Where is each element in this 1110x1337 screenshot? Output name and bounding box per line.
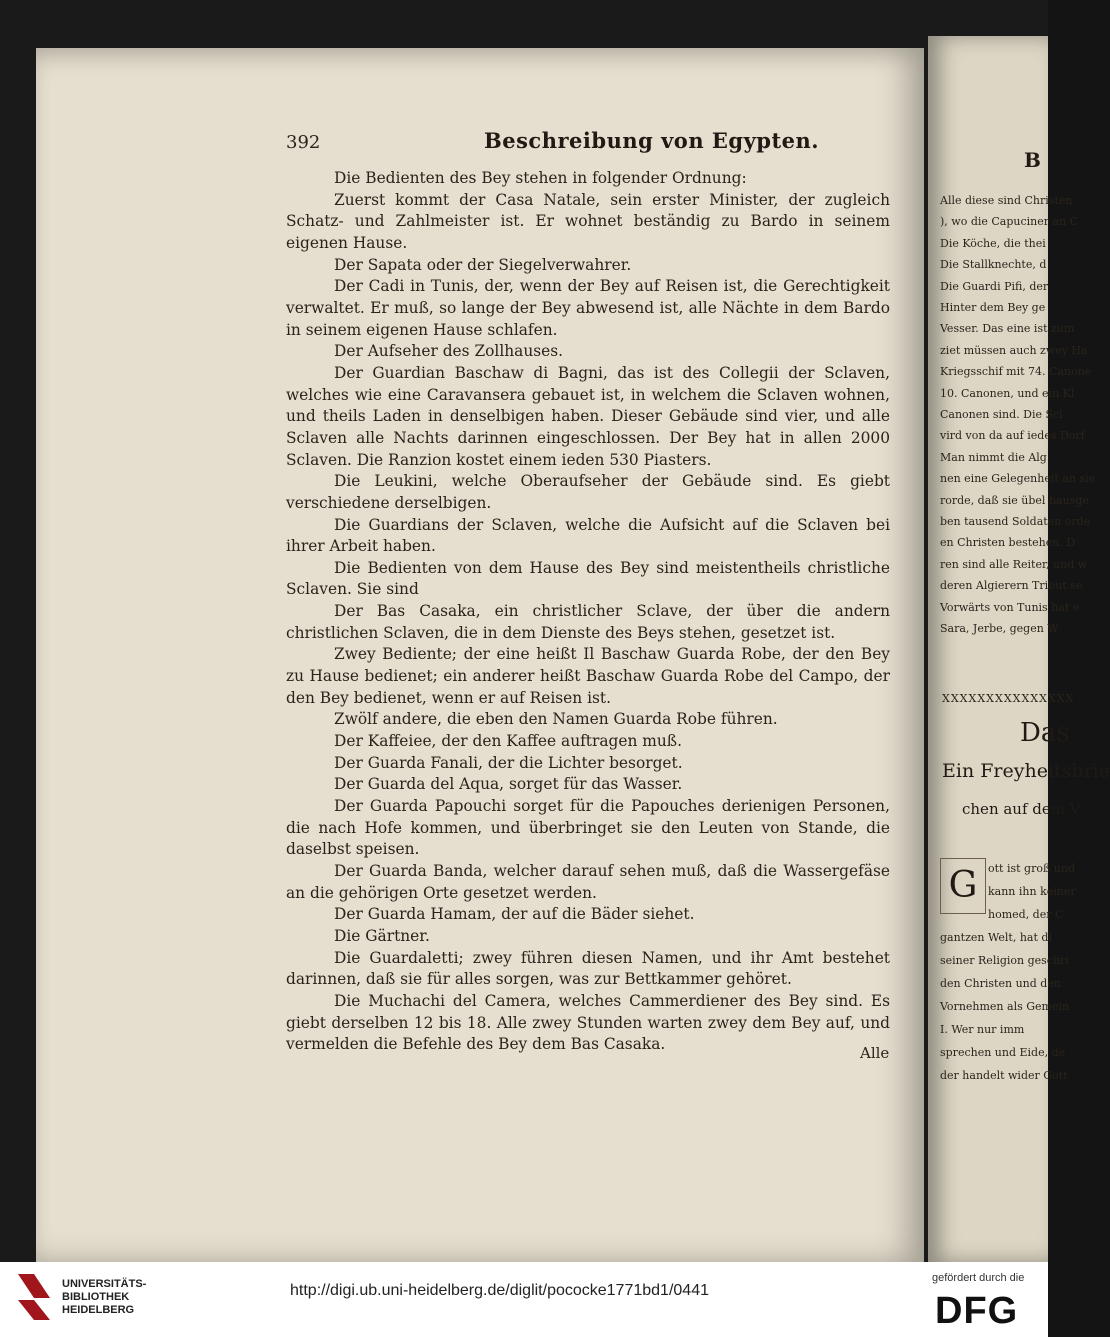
- right-page-line: Sara, Jerbe, gegen W: [940, 622, 1059, 635]
- right-page-line: Vesser. Das eine ist zum: [940, 322, 1075, 336]
- page-text: [286, 168, 890, 1056]
- right-page-body-line: I. Wer nur imm: [940, 1023, 1025, 1036]
- paragraph: Die Bedienten von dem Hause des Bey sind meistentheils christliche Sclaven. Sie sind: [286, 558, 890, 599]
- right-page: [928, 36, 1110, 1262]
- right-page-body-line: sprechen und Eide, de: [940, 1046, 1066, 1059]
- right-page-line: en Christen bestehen. D: [940, 536, 1076, 550]
- right-title-3: chen auf dem V: [962, 800, 1081, 818]
- right-page-line: Canonen sind. Die Scl: [940, 408, 1063, 421]
- right-page-line: 10. Canonen, und ein Kl: [940, 386, 1075, 400]
- paragraph: Der Cadi in Tunis, der, wenn der Bey auf Reisen ist, die Gerechtigkeit verwaltet. Er muß, so lange der Bey abwesend ist, alle Nächte in dem Bardo in seinem eigenen Hause schlafen.: [286, 277, 890, 339]
- right-page-body-line: Vornehmen als Gemein: [940, 1000, 1070, 1013]
- right-page-body-line: gantzen Welt, hat di: [940, 931, 1052, 944]
- right-page-body-line: der handelt wider Gott: [940, 1069, 1068, 1082]
- library-name: [62, 1278, 146, 1317]
- right-page-line: rorde, daß sie übel hausge: [940, 493, 1089, 507]
- paragraph: Die Guardaletti; zwey führen diesen Namen, und ihr Amt bestehet darinnen, daß sie für alles sorgen, was zur Bettkammer gehöret.: [286, 948, 890, 989]
- paragraph: Die Muchachi del Camera, welches Cammerdiener des Bey sind. Es giebt derselben 12 bis 18. Alle zwey Stunden warten zwey dem Bey auf, und vermelden die Befehle des Bey dem Bas Casaka.: [286, 991, 890, 1054]
- ornament-rule: XXXXXXXXXXXXXXX: [942, 692, 1075, 705]
- paragraph: Die Gärtner.: [334, 926, 430, 945]
- library-name-line: UNIVERSITÄTS-: [62, 1278, 147, 1290]
- right-page-line: ziet müssen auch zwey Ha: [940, 343, 1088, 357]
- library-name-line: HEIDELBERG: [62, 1304, 135, 1316]
- right-page-line: Vorwärts von Tunis hat e: [940, 600, 1080, 614]
- right-title-2: Ein Freyheitsbrie: [942, 760, 1110, 782]
- paragraph: Der Bas Casaka, ein christlicher Sclave, der über die andern christlichen Sclaven, die in dem Dienste des Beys stehen, gesetzet ist.: [286, 602, 890, 642]
- paragraph: Die Leukini, welche Oberaufseher der Gebäude sind. Es giebt verschiedene derselbigen.: [286, 472, 890, 512]
- right-page-line: Man nimmt die Alg: [940, 450, 1047, 464]
- drop-cap-initial: G: [940, 858, 986, 914]
- right-page-line: Kriegsschif mit 74. Canone: [940, 365, 1092, 379]
- paragraph: Der Guarda del Aqua, sorget für das Wasser.: [334, 775, 683, 794]
- paragraph: Zuerst kommt der Casa Natale, sein erster Minister, der zugleich Schatz- und Zahlmeister ist. Er wohnet beständig zu Bardo in seinem eigenen Hause.: [286, 190, 890, 252]
- catchword: Alle: [860, 1044, 890, 1062]
- right-page-line: ), wo die Capuciner an C: [940, 215, 1079, 229]
- right-page-body-line: den Christen und den: [940, 977, 1061, 990]
- paragraph: Der Guarda Fanali, der die Lichter besorget.: [334, 753, 683, 772]
- dfg-logo: DFG: [935, 1290, 1019, 1332]
- paragraph: Zwey Bediente; der eine heißt Il Baschaw Guarda Robe, der den Bey zu Hause bedienet; ein anderer heißt Baschaw Guarda Robe del Campo, der den Bey bedienet, wenn er auf Reisen ist.: [286, 645, 890, 707]
- right-page-line: Hinter dem Bey ge: [940, 301, 1046, 314]
- paragraph: Zwölf andere, die eben den Namen Guarda Robe führen.: [334, 710, 778, 729]
- university-logo-icon: [14, 1270, 54, 1324]
- right-page-body-line: homed, der C: [988, 908, 1064, 921]
- paragraph: Der Guarda Hamam, der auf die Bäder siehet.: [334, 905, 695, 924]
- paragraph: Der Guardian Baschaw di Bagni, das ist des Collegii der Sclaven, welches wie eine Caravansera gebauet ist, in welchem die Sclaven wohnen, und theils Laden in denselbigen haben. Dieser Gebäude sind vier, und alle Sclaven alle Nachts darinnen eingeschlossen. Der Bey hat in allen 2000 Sclaven. Die Ranzion kostet einem ieden 530 Piasters.: [286, 363, 890, 469]
- right-page-line: ren sind alle Reiter, und w: [940, 557, 1088, 571]
- paragraph: Die Guardians der Sclaven, welche die Aufsicht auf die Sclaven bei ihrer Arbeit haben.: [286, 515, 890, 556]
- paragraph: Der Kaffeiee, der den Kaffee auftragen muß.: [334, 732, 682, 751]
- right-page-line: deren Algierern Tribut se: [940, 579, 1083, 593]
- right-page-line: ben tausend Soldaten orde: [940, 515, 1091, 528]
- right-page-line: Die Guardi Pifi, der: [940, 279, 1049, 293]
- paragraph: Der Guarda Banda, welcher darauf sehen muß, daß die Wassergefäse an die gehörigen Orte gesetzet werden.: [286, 862, 890, 902]
- funded-by-label: gefördert durch die: [932, 1272, 1025, 1284]
- page-number: 392: [286, 132, 321, 153]
- right-page-body-line: ott ist groß und: [988, 862, 1076, 875]
- right-page-header: B: [1024, 148, 1041, 172]
- right-page-line: vird von da auf iedes Dorf: [940, 429, 1085, 443]
- right-title-1: Das: [1020, 718, 1070, 748]
- paragraph: Der Aufseher des Zollhauses.: [334, 342, 564, 361]
- paragraph: Der Sapata oder der Siegelverwahrer.: [334, 255, 632, 274]
- paragraph: Der Guarda Papouchi sorget für die Papouches derienigen Personen, die nach Hofe kommen, und überbringet sie den Leuten von Stande, die daselbst speisen.: [286, 797, 890, 859]
- right-page-line: Die Köche, die thei: [940, 236, 1046, 250]
- running-title: Beschreibung von Egypten.: [484, 128, 820, 153]
- right-page-body-line: seiner Religion geschri: [940, 954, 1069, 967]
- library-name-line: BIBLIOTHEK: [62, 1291, 130, 1303]
- paragraph: Die Bedienten des Bey stehen in folgender Ordnung:: [334, 169, 747, 187]
- right-page-line: Alle diese sind Christen: [940, 194, 1073, 207]
- right-page-body-line: kann ihn keiner: [988, 885, 1076, 898]
- right-page-line: nen eine Gelegenheit an sie: [940, 472, 1096, 486]
- source-url-link[interactable]: http://digi.ub.uni-heidelberg.de/diglit/pococke1771bd1/0441: [290, 1282, 709, 1299]
- right-page-line: Die Stallknechte, d: [940, 258, 1047, 272]
- footer-bar: [0, 1262, 1048, 1337]
